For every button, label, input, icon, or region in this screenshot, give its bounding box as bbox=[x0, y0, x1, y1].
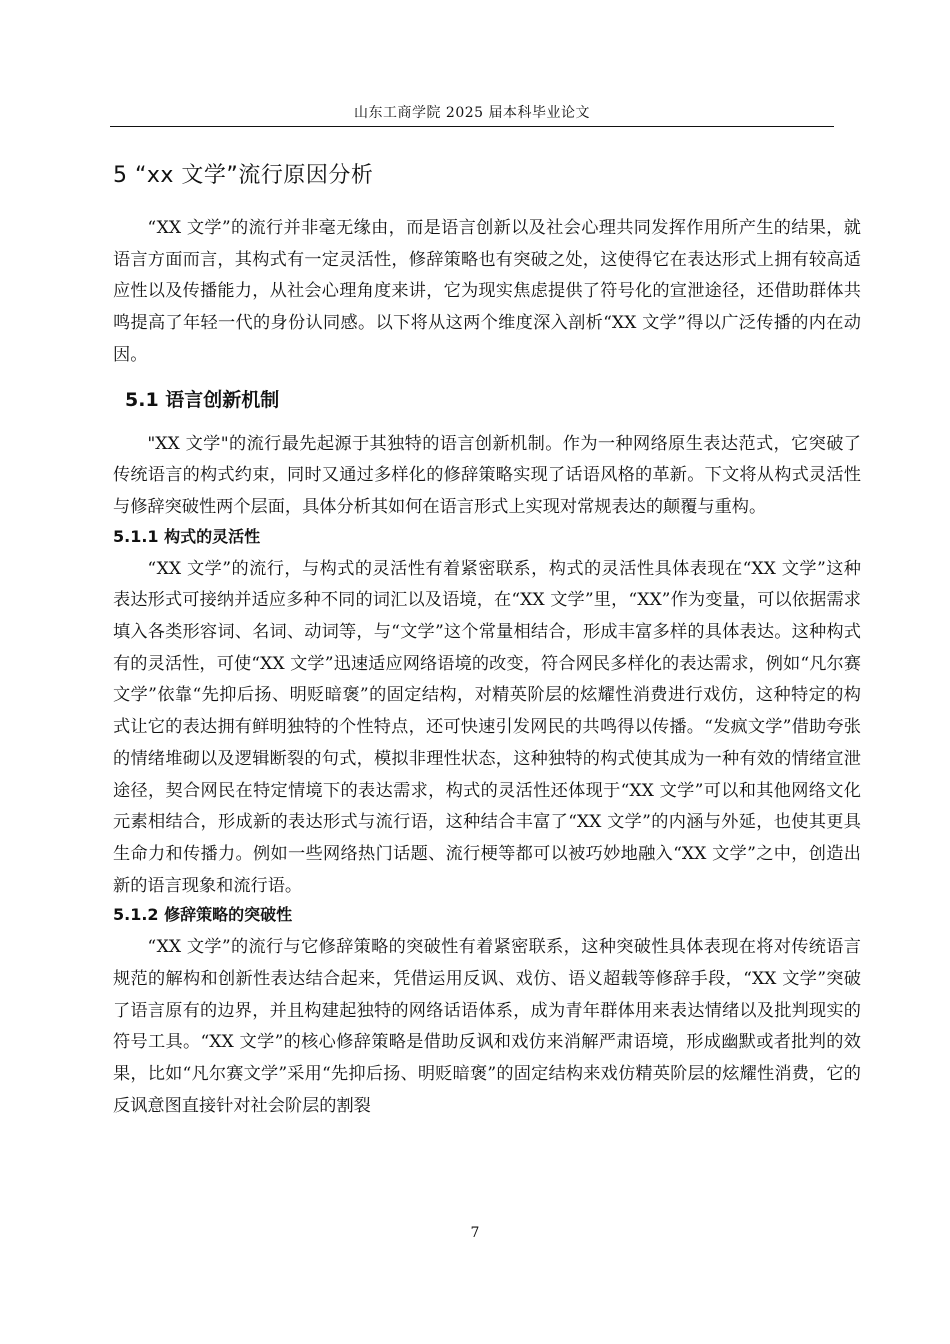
subsection-title-5-1-1: 5.1.1 构式的灵活性 bbox=[113, 526, 261, 546]
running-header: 山东工商学院 2025 届本科毕业论文 bbox=[353, 105, 591, 121]
section-title-5-1: 5.1 语言创新机制 bbox=[125, 388, 280, 411]
chapter-title: 5 “xx 文学”流行原因分析 bbox=[113, 163, 374, 188]
subsection-title-5-1-2: 5.1.2 修辞策略的突破性 bbox=[113, 905, 293, 925]
section-5-1-intro-paragraph: "XX 文学"的流行最先起源于其独特的语言创新机制。作为一种网络原生表达范式，它突破了传统语言的构式约束，同时又通过多样化的修辞策略实现了话语风格的革新。下文将从构式灵活性与修辞突破性两个层面，具体分析其如何在语言形式上实现对常规表达的颠覆与重构。 bbox=[113, 433, 861, 517]
page-number: 7 bbox=[470, 1225, 480, 1241]
subsection-5-1-1-paragraph: “XX 文学”的流行，与构式的灵活性有着紧密联系，构式的灵活性具体表现在“XX 文学”这种表达形式可接纳并适应多种不同的词汇以及语境，在“XX 文学”里，“XX”作为变量，可以依据需求填入各类形容词、名词、动词等，与“文学”这个常量相结合，形成丰富多样的具体表达。这种构式有的灵活性，可使“XX 文学”迅速适应网络语境的改变，符合网民多样化的表达需求，例如“凡尔赛文学”依靠“先抑后扬、明贬暗褒”的固定结构，对精英阶层的炫耀性消费进行戏仿，这种特定的构式让它的表达拥有鲜明独特的个性特点，还可快速引发网民的共鸣得以传播。“发疯文学”借助夸张的情绪堆砌以及逻辑断裂的句式，模拟非理性状态，这种独特的构式使其成为一种有效的情绪宣泄途径，契合网民在特定情境下的表达需求，构式的灵活性还体现于“XX 文学”可以和其他网络文化元素相结合，形成新的表达形式与流行语，这种结合丰富了“XX 文学”的内涵与外延，也使其更具生命力和传播力。例如一些网络热门话题、流行梗等都可以被巧妙地融入“XX 文学”之中，创造出新的语言现象和流行语。 bbox=[113, 558, 861, 896]
page-content bbox=[113, 157, 861, 1123]
chapter-intro-paragraph: “XX 文学”的流行并非毫无缘由，而是语言创新以及社会心理共同发挥作用所产生的结果，就语言方面而言，其构式有一定灵活性，修辞策略也有突破之处，这使得它在表达形式上拥有较高适应性以及传播能力，从社会心理角度来讲，它为现实焦虑提供了符号化的宣泄途径，还借助群体共鸣提高了年轻一代的身份认同感。以下将从这两个维度深入剖析“XX 文学”得以广泛传播的内在动因。 bbox=[113, 218, 861, 365]
header-rule bbox=[110, 126, 834, 127]
subsection-5-1-2-paragraph: “XX 文学”的流行与它修辞策略的突破性有着紧密联系，这种突破性具体表现在将对传统语言规范的解构和创新性表达结合起来，凭借运用反讽、戏仿、语义超载等修辞手段，“XX 文学”突破了语言原有的边界，并且构建起独特的网络话语体系，成为青年群体用来表达情绪以及批判现实的符号工具。“XX 文学”的核心修辞策略是借助反讽和戏仿来消解严肃语境，形成幽默或者批判的效果，比如“凡尔赛文学”采用“先抑后扬、明贬暗褒”的固定结构来戏仿精英阶层的炫耀性消费，它的反讽意图直接针对社会阶层的割裂 bbox=[113, 937, 861, 1116]
